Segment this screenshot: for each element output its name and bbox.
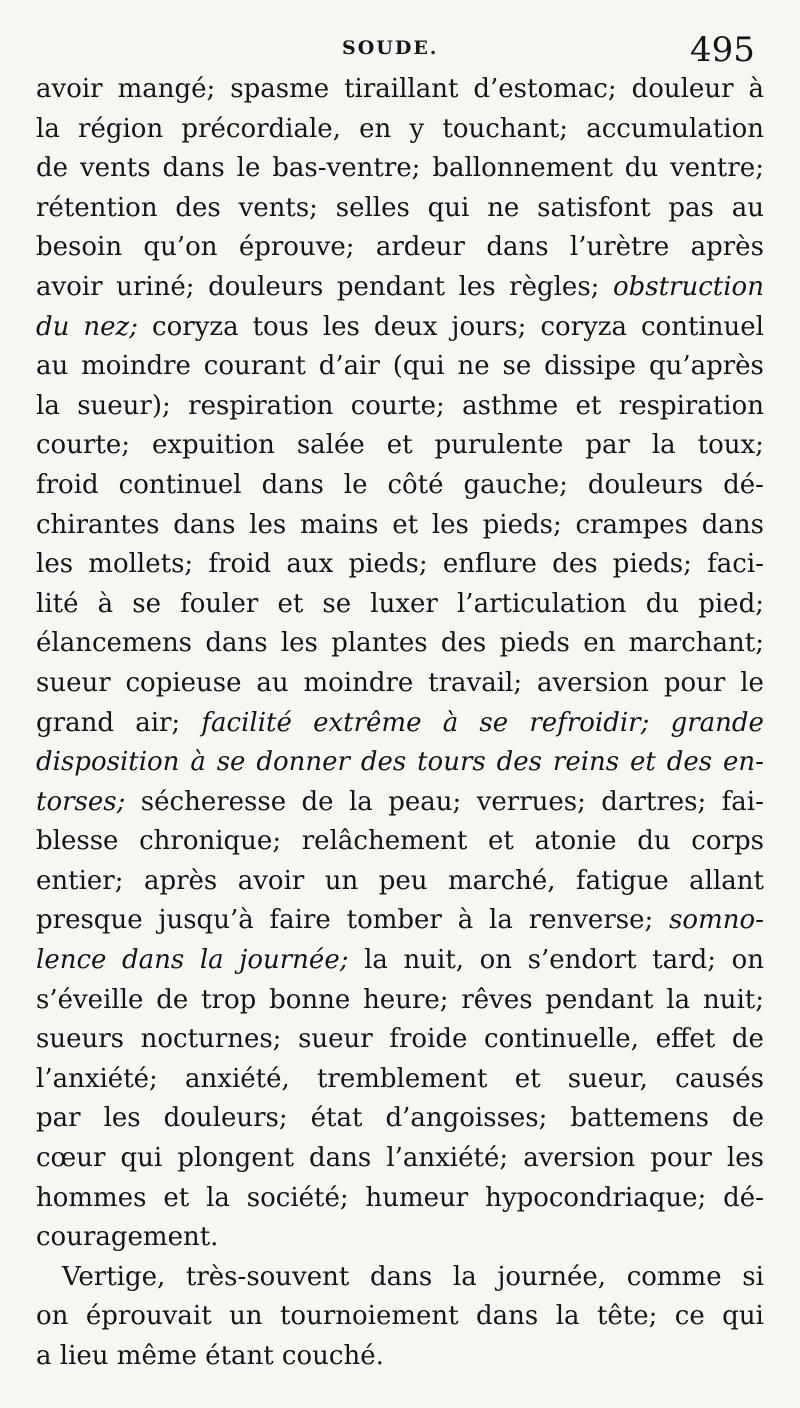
italic-word: en- (723, 747, 764, 778)
word: spasme (230, 74, 330, 104)
text-line (36, 1258, 764, 1298)
word: ventre; (670, 153, 764, 184)
word: corps (691, 826, 764, 857)
word: dartres; (601, 786, 707, 817)
word: les (726, 1143, 764, 1174)
text-line (36, 1020, 764, 1060)
word: règles; (509, 271, 600, 302)
word: de (731, 1103, 764, 1134)
word: les (322, 311, 360, 342)
word: pieds; (482, 509, 562, 540)
italic-word: torses; (36, 786, 126, 817)
word: côté (387, 469, 444, 500)
word: continuel (641, 311, 764, 342)
word: sueur, (567, 1063, 648, 1094)
page-header (0, 30, 800, 70)
text-line (36, 347, 764, 387)
word: par (585, 430, 630, 461)
text-line (36, 1337, 764, 1377)
word: tournoiement (279, 1301, 459, 1332)
word: la (489, 905, 513, 936)
word: un (324, 865, 359, 896)
word: pas (668, 192, 714, 223)
word: à (97, 588, 114, 619)
word: la (206, 1182, 230, 1213)
word: expuition (151, 430, 275, 461)
word: coryza (540, 311, 627, 342)
italic-word: lence (36, 945, 107, 976)
word: plongent (177, 1143, 294, 1174)
word: pendant (545, 984, 654, 1015)
word: un (229, 1301, 263, 1332)
text-line (36, 862, 764, 902)
word: et (277, 588, 304, 619)
word: pieds; (612, 549, 692, 580)
word: entier; (36, 865, 124, 896)
text-line (36, 1179, 764, 1219)
word: copieuse (125, 667, 242, 698)
page-number: 495 (690, 30, 755, 70)
word: en (583, 628, 616, 659)
word: élancemens (36, 628, 193, 659)
text-line (36, 822, 764, 862)
word: (qui (392, 351, 445, 382)
word: peau; (388, 786, 462, 817)
word: état (310, 1103, 363, 1134)
text-line (36, 228, 764, 268)
word: chirantes (36, 509, 160, 540)
word: tremblement (316, 1063, 488, 1094)
word: mangé; (117, 74, 216, 104)
word: la (452, 1261, 477, 1292)
text-line (36, 149, 764, 189)
word: uriné; (116, 271, 195, 302)
word: courte; (36, 430, 130, 461)
word: la (36, 390, 60, 421)
text-segment: a lieu même étant couché. (36, 1341, 384, 1371)
word: bas-ventre; (272, 153, 421, 184)
word: pour (650, 1143, 712, 1174)
italic-word: tours (417, 747, 486, 778)
word: du (624, 153, 659, 184)
word: pendant (336, 271, 446, 302)
text-line (36, 70, 764, 110)
word: qui (722, 1301, 764, 1332)
word: dans (476, 1301, 539, 1332)
word: mollets; (88, 549, 194, 580)
word: par (36, 1103, 81, 1134)
word: respiration (618, 390, 764, 421)
word: hommes (36, 1182, 147, 1213)
word: pied; (698, 588, 764, 619)
text-line (36, 901, 764, 941)
word: se (322, 588, 352, 619)
word: gauche; (463, 469, 568, 500)
italic-word: donner (256, 747, 350, 778)
word: rétention (36, 192, 158, 223)
word: et (575, 390, 602, 421)
text-line (36, 387, 764, 427)
word: relâchement (301, 826, 468, 857)
word: sécheresse (140, 786, 287, 817)
italic-word: obstruction (612, 271, 764, 302)
word: marchant; (628, 628, 764, 659)
word: d’angoisses; (385, 1103, 548, 1134)
word: le (236, 153, 261, 184)
word: faci- (707, 549, 764, 580)
text-line (36, 585, 764, 625)
text-line (36, 268, 764, 308)
word: dé- (723, 1182, 764, 1213)
word: marché, (448, 865, 556, 896)
italic-word: des (496, 747, 542, 778)
word: aux (286, 549, 334, 580)
italic-word: se (216, 747, 246, 778)
word: société; (246, 1182, 349, 1213)
word: vents (79, 153, 151, 184)
body-text (36, 70, 764, 1377)
italic-word: dans (122, 945, 185, 976)
word: et (386, 430, 413, 461)
word: se (132, 588, 161, 619)
word: lité (36, 588, 79, 619)
word: asthme (462, 390, 559, 421)
word: dans (173, 509, 236, 540)
word: nuit; (702, 984, 764, 1015)
word: comme (626, 1261, 722, 1292)
italic-word: la (199, 945, 224, 976)
word: les (103, 1103, 141, 1134)
word: respiration (188, 390, 334, 421)
text-line (36, 466, 764, 506)
word: qui (120, 1143, 163, 1174)
word: trop (201, 984, 257, 1015)
word: dé- (723, 469, 764, 500)
word: satisfont (537, 192, 651, 223)
word: atonie (534, 826, 617, 857)
word: dans (205, 628, 268, 659)
word: avoir (36, 271, 103, 302)
word: sueur (36, 667, 111, 698)
text-line (36, 1218, 764, 1258)
text-line (36, 1060, 764, 1100)
italic-word: refroidir; (529, 707, 650, 738)
word: humeur (365, 1182, 469, 1213)
italic-word: et (630, 747, 656, 778)
word: l’articulation (456, 588, 627, 619)
word: du (637, 826, 671, 857)
word: aversion (523, 1143, 636, 1174)
word: fatigue (576, 865, 669, 896)
word: hypocondriaque; (485, 1182, 707, 1213)
text-line (36, 624, 764, 664)
word: se (502, 351, 532, 382)
word: accumulation (586, 113, 764, 144)
word: coryza (152, 311, 239, 342)
word: enflure (442, 549, 537, 580)
text-line (36, 664, 764, 704)
italic-word: extrême (313, 707, 422, 738)
word: s’éveille (36, 984, 144, 1015)
word: vents; (238, 192, 318, 223)
running-title: SOUDE. (342, 37, 439, 59)
word: des (552, 549, 598, 580)
word: avoir (36, 74, 103, 104)
word: au (36, 351, 69, 382)
word: pour (663, 667, 726, 698)
word: froide (389, 1024, 468, 1055)
text-line (36, 743, 764, 783)
word: tous (252, 311, 309, 342)
word: on (731, 945, 764, 976)
italic-word: grande (670, 707, 764, 738)
italic-word: somno- (669, 905, 764, 936)
word: allant (689, 865, 764, 896)
word: besoin (36, 232, 123, 263)
text-line (36, 704, 764, 744)
word: après (143, 865, 218, 896)
word: les (249, 509, 287, 540)
word: courte; (350, 390, 445, 421)
word: sueur (298, 1024, 373, 1055)
word: plantes (331, 628, 428, 659)
word: battemens (570, 1103, 709, 1134)
word: la (555, 1301, 580, 1332)
text-line (36, 1099, 764, 1139)
paragraph (36, 1258, 764, 1377)
word: renverse; (528, 905, 654, 936)
italic-word: facilité (201, 707, 292, 738)
italic-word: disposition (36, 747, 180, 778)
word: moindre (81, 351, 191, 382)
italic-word: reins (552, 747, 620, 778)
word: de (156, 984, 189, 1015)
word: des (440, 628, 487, 659)
word: les (280, 628, 318, 659)
word: la (364, 945, 388, 976)
word: presque (36, 905, 143, 936)
word: les (36, 549, 74, 580)
word: précordiale, (181, 113, 341, 144)
word: faire (269, 905, 331, 936)
word: l’anxiété; (36, 1063, 158, 1094)
word: journée, (497, 1261, 607, 1292)
word: de (36, 153, 69, 184)
word: purulente (434, 430, 564, 461)
word: blesse (36, 826, 119, 857)
word: jours; (451, 311, 527, 342)
word: après (690, 232, 764, 263)
word: de (301, 786, 334, 817)
word: luxer (370, 588, 438, 619)
word: dans (701, 509, 764, 540)
word: de (731, 1024, 764, 1055)
word: dans (309, 1143, 372, 1174)
word: qu’on (143, 232, 218, 263)
word: causés (675, 1063, 764, 1094)
word: moindre (303, 667, 414, 698)
word: rêves (461, 984, 533, 1015)
word: l’urètre (569, 232, 670, 263)
word: froid (36, 469, 99, 500)
word: chronique; (139, 826, 282, 857)
text-line (36, 981, 764, 1021)
word: et (514, 1063, 541, 1094)
word: au (256, 667, 289, 698)
word: grand (36, 707, 114, 738)
word: éprouvait (85, 1301, 212, 1332)
word: selles (335, 192, 410, 223)
word: ballonnement (432, 153, 613, 184)
word: sueur); (77, 390, 171, 421)
word: sueurs (36, 1024, 124, 1055)
word: ardeur (375, 232, 465, 263)
word: jusqu’à (158, 905, 254, 936)
italic-word: du (36, 311, 70, 342)
word: dans (369, 1261, 433, 1292)
text-line (36, 941, 764, 981)
word: le (343, 469, 368, 500)
word: en (359, 113, 392, 144)
word: douleurs; (163, 1103, 288, 1134)
word: nuit, (403, 945, 465, 976)
word: s’endort (527, 945, 637, 976)
word: l’anxiété; (386, 1143, 509, 1174)
word: douleurs (208, 271, 324, 302)
word: toux; (697, 430, 764, 461)
word: anxiété, (185, 1063, 290, 1094)
word: d’estomac; (473, 74, 617, 104)
word: dans (261, 469, 324, 500)
word: douleur (631, 74, 734, 104)
word: froid (208, 549, 272, 580)
word: deux (373, 311, 438, 342)
word: courant (203, 351, 306, 382)
text-line (36, 1297, 764, 1337)
word: et (487, 826, 514, 857)
text-line (36, 308, 764, 348)
word: des (175, 192, 221, 223)
word: tard; (652, 945, 716, 976)
text-segment: couragement. (36, 1222, 219, 1253)
word: au (731, 192, 764, 223)
word: cœur (36, 1143, 106, 1174)
text-line (36, 189, 764, 229)
word: qui (427, 192, 470, 223)
word: tomber (346, 905, 442, 936)
word: peu (378, 865, 428, 896)
word: les (431, 509, 469, 540)
word: et (392, 509, 419, 540)
word: Vertige, (62, 1261, 166, 1292)
word: fai- (721, 786, 764, 817)
word: continuelle, (484, 1024, 639, 1055)
text-line (36, 545, 764, 585)
italic-word: à (442, 707, 459, 738)
word: si (742, 1261, 764, 1292)
word: à (748, 74, 764, 104)
text-line (36, 426, 764, 466)
italic-word: à (190, 747, 206, 778)
word: verrues; (476, 786, 586, 817)
word: région (78, 113, 164, 144)
word: y (409, 113, 425, 144)
word: ne (457, 351, 490, 382)
italic-word: des (360, 747, 407, 778)
word: air; (135, 707, 181, 738)
word: bonne (269, 984, 351, 1015)
italic-word: nez; (83, 311, 139, 342)
italic-word: journée; (239, 945, 349, 976)
word: on (479, 945, 513, 976)
word: fouler (180, 588, 259, 619)
word: du (645, 588, 680, 619)
word: tiraillant (344, 74, 459, 104)
word: et (163, 1182, 190, 1213)
word: ce (674, 1301, 705, 1332)
word: effet (655, 1024, 716, 1055)
word: qu’après (648, 351, 764, 382)
word: très-souvent (185, 1261, 350, 1292)
word: crampes (575, 509, 688, 540)
text-line (36, 1139, 764, 1179)
word: le (740, 667, 764, 698)
italic-word: des (666, 747, 713, 778)
word: dissipe (544, 351, 637, 382)
word: salée (296, 430, 365, 461)
italic-word: se (479, 707, 509, 738)
word: la (36, 113, 60, 144)
word: continuel (118, 469, 242, 500)
word: mains (299, 509, 379, 540)
word: pieds; (348, 549, 428, 580)
word: travail; (428, 667, 523, 698)
text-line (36, 783, 764, 823)
word: on (36, 1301, 69, 1332)
word: heure; (363, 984, 449, 1015)
word: dans (486, 232, 549, 263)
text-line (36, 506, 764, 546)
word: avoir (237, 865, 305, 896)
paragraph (36, 70, 764, 1258)
word: la (651, 430, 676, 461)
word: nocturnes; (140, 1024, 282, 1055)
word: touchant; (442, 113, 569, 144)
text-line (36, 110, 764, 150)
word: tête; (596, 1301, 658, 1332)
word: éprouve; (238, 232, 355, 263)
word: à (457, 905, 474, 936)
word: la (348, 786, 373, 817)
word: aversion (536, 667, 650, 698)
word: dans (162, 153, 225, 184)
word: pieds (499, 628, 570, 659)
word: ne (487, 192, 520, 223)
word: d’air (318, 351, 380, 382)
word: douleurs (587, 469, 704, 500)
word: les (458, 271, 496, 302)
word: la (666, 984, 691, 1015)
